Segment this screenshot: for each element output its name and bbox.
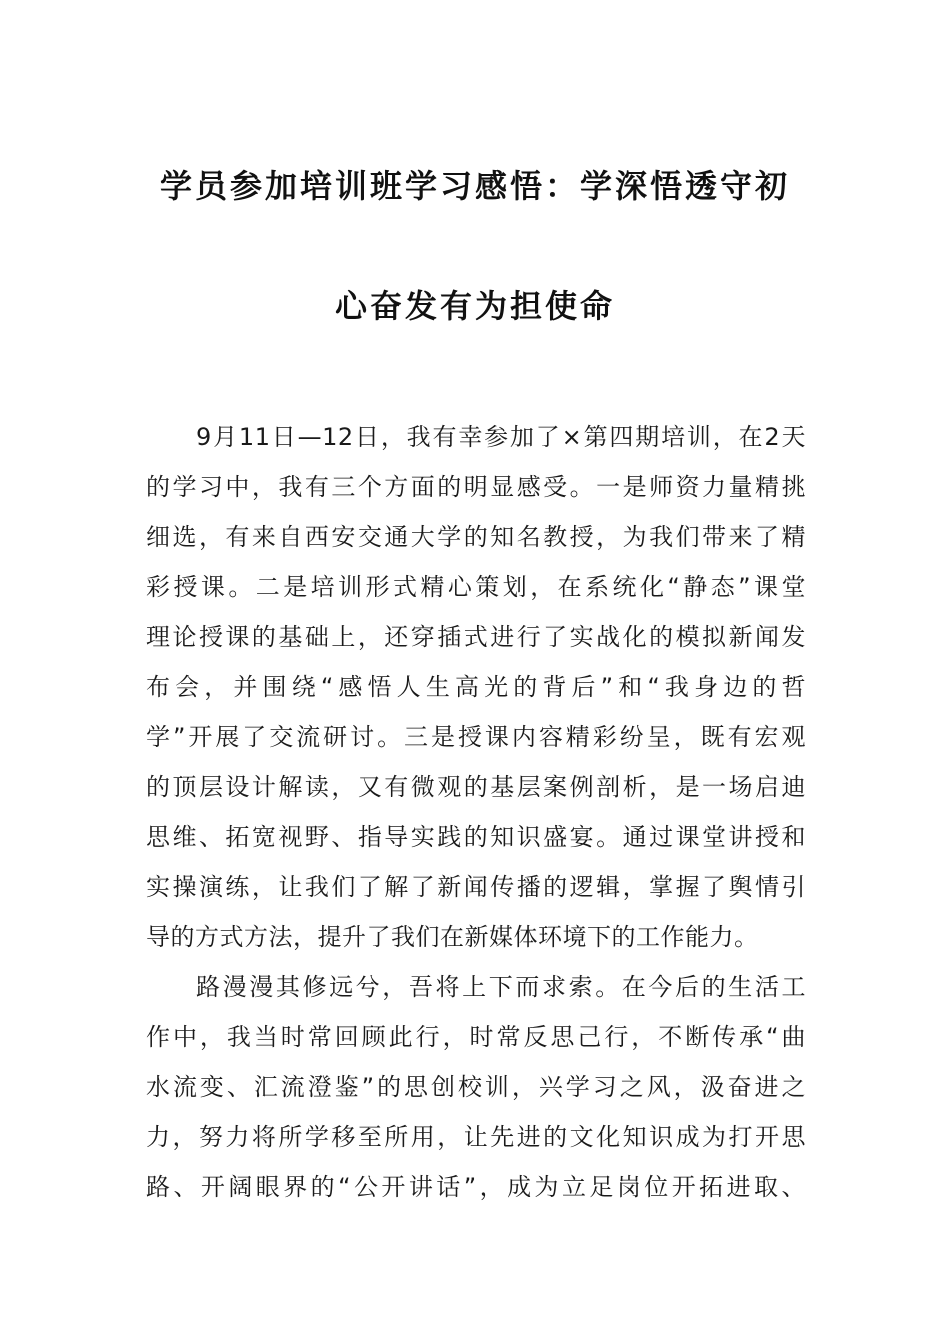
paragraph-2-line-3: 水流变、汇流澄鉴”的思创校训，兴学习之风，汲奋进之 [146, 1073, 806, 1101]
paragraph-1-line-10: 实操演练，让我们了解了新闻传播的逻辑，掌握了舆情引 [146, 873, 806, 901]
document-body [146, 412, 806, 1212]
paragraph-1-line-8: 的顶层设计解读，又有微观的基层案例剖析，是一场启迪 [146, 773, 806, 801]
paragraph-2-line-5: 路、开阔眼界的“公开讲话”，成为立足岗位开拓进取、 [146, 1173, 806, 1201]
document-title-line-2: 心奋发有为担使命 [334, 287, 615, 325]
paragraph-1-line-4: 彩授课。二是培训形式精心策划，在系统化“静态”课堂 [146, 573, 806, 601]
paragraph-1-line-5: 理论授课的基础上，还穿插式进行了实战化的模拟新闻发 [146, 623, 806, 651]
paragraph-1-line-2: 的学习中，我有三个方面的明显感受。一是师资力量精挑 [146, 473, 806, 501]
paragraph-1-line-9: 思维、拓宽视野、指导实践的知识盛宴。通过课堂讲授和 [146, 823, 806, 851]
document-title-line-1: 学员参加培训班学习感悟：学深悟透守初 [159, 167, 790, 205]
paragraph-1 [146, 412, 806, 962]
paragraph-1-line-3: 细选，有来自西安交通大学的知名教授，为我们带来了精 [146, 523, 806, 551]
paragraph-2-line-1: 路漫漫其修远兮，吾将上下而求索。在今后的生活工 [196, 973, 806, 1001]
paragraph-1-line-6: 布会，并围绕“感悟人生高光的背后”和“我身边的哲 [146, 673, 806, 701]
paragraph-2 [146, 962, 806, 1212]
paragraph-2-line-4: 力，努力将所学移至所用，让先进的文化知识成为打开思 [146, 1123, 806, 1151]
paragraph-1-line-7: 学”开展了交流研讨。三是授课内容精彩纷呈，既有宏观 [146, 723, 806, 751]
paragraph-1-line-1: 9月11日—12日，我有幸参加了×第四期培训，在2天 [196, 423, 806, 451]
paragraph-1-line-11: 导的方式方法，提升了我们在新媒体环境下的工作能力。 [146, 923, 759, 951]
paragraph-2-line-2: 作中，我当时常回顾此行，时常反思己行，不断传承“曲 [146, 1023, 806, 1051]
